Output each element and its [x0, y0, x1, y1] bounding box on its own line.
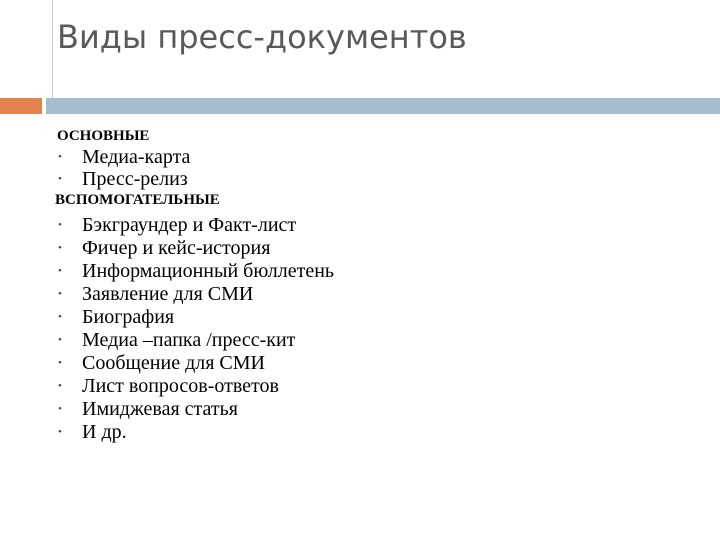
auxiliary-document-list — [0, 214, 720, 444]
slide-title: Виды пресс-документов — [57, 18, 467, 56]
list-item: • Имиджевая статья — [58, 398, 238, 420]
list-item: • Сообщение для СМИ — [58, 352, 265, 374]
bullet-dot-icon: • — [58, 426, 62, 438]
list-item: • Информационный бюллетень — [58, 260, 335, 282]
bullet-dot-icon: • — [58, 403, 62, 415]
bullet-dot-icon: • — [58, 311, 62, 323]
section-heading-auxiliary: ВСПОМОГАТЕЛЬНЫЕ — [55, 192, 220, 208]
slide-content — [0, 126, 720, 444]
bullet-dot-icon: • — [58, 151, 62, 163]
bullet-dot-icon: • — [58, 288, 62, 300]
list-item: • Биография — [58, 306, 175, 328]
bullet-dot-icon: • — [58, 380, 62, 392]
accent-bar-orange — [0, 98, 42, 114]
bullet-dot-icon: • — [58, 173, 62, 185]
list-item: • Заявление для СМИ — [58, 283, 254, 305]
main-document-list — [0, 146, 720, 190]
bullet-dot-icon: • — [58, 265, 62, 277]
list-item: • Медиа –папка /пресс-кит — [58, 329, 296, 351]
bullet-dot-icon: • — [58, 219, 62, 231]
bullet-dot-icon: • — [58, 357, 62, 369]
section-heading-main: ОСНОВНЫЕ — [57, 128, 150, 144]
title-divider-vertical — [52, 0, 53, 98]
list-item: • И др. — [58, 421, 127, 443]
list-item: • Пресс-релиз — [58, 168, 188, 190]
accent-bar-blue — [46, 98, 720, 114]
list-item: • Бэкграундер и Факт-лист — [58, 214, 297, 236]
list-item: • Медиа-карта — [58, 146, 191, 168]
list-item: • Фичер и кейс-история — [58, 237, 271, 259]
bullet-dot-icon: • — [58, 242, 62, 254]
list-item: • Лист вопросов-ответов — [58, 375, 279, 397]
bullet-dot-icon: • — [58, 334, 62, 346]
